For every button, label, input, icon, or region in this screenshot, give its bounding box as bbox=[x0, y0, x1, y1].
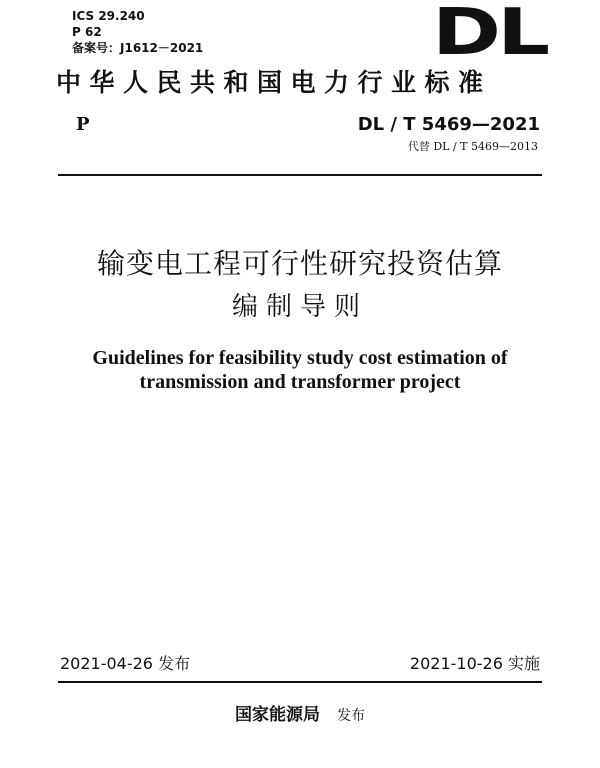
publisher-line bbox=[0, 704, 600, 727]
category-letter: P bbox=[76, 114, 90, 135]
chinese-title-line-2: 编制导则 bbox=[231, 292, 368, 322]
publish-verb: 发布 bbox=[337, 708, 366, 724]
chinese-title-line-1: 输变电工程可行性研究投资估算 bbox=[96, 247, 503, 280]
classification-code: P 62 bbox=[72, 25, 102, 39]
standard-type-heading: 中华人民共和国电力行业标准 bbox=[56, 68, 492, 97]
dl-logo: DL bbox=[432, 0, 547, 70]
english-title bbox=[0, 346, 600, 394]
implementation-date: 2021-10-26 实施 bbox=[409, 654, 540, 673]
filing-number: 备案号：J1612－2021 bbox=[72, 41, 204, 55]
header-divider bbox=[58, 174, 542, 176]
english-title-line-1: Guidelines for feasibility study cost estimation of bbox=[92, 347, 508, 369]
replaces-note: 代替 DL / T 5469—2013 bbox=[407, 140, 538, 153]
footer-divider bbox=[58, 681, 542, 683]
standard-number: DL / T 5469—2021 bbox=[357, 114, 540, 135]
issue-date: 2021-04-26 发布 bbox=[60, 654, 191, 673]
document-metadata bbox=[72, 8, 203, 56]
publisher-name: 国家能源局 bbox=[234, 705, 320, 725]
ics-code: ICS 29.240 bbox=[72, 9, 145, 23]
english-title-line-2: transmission and transformer project bbox=[139, 371, 461, 393]
